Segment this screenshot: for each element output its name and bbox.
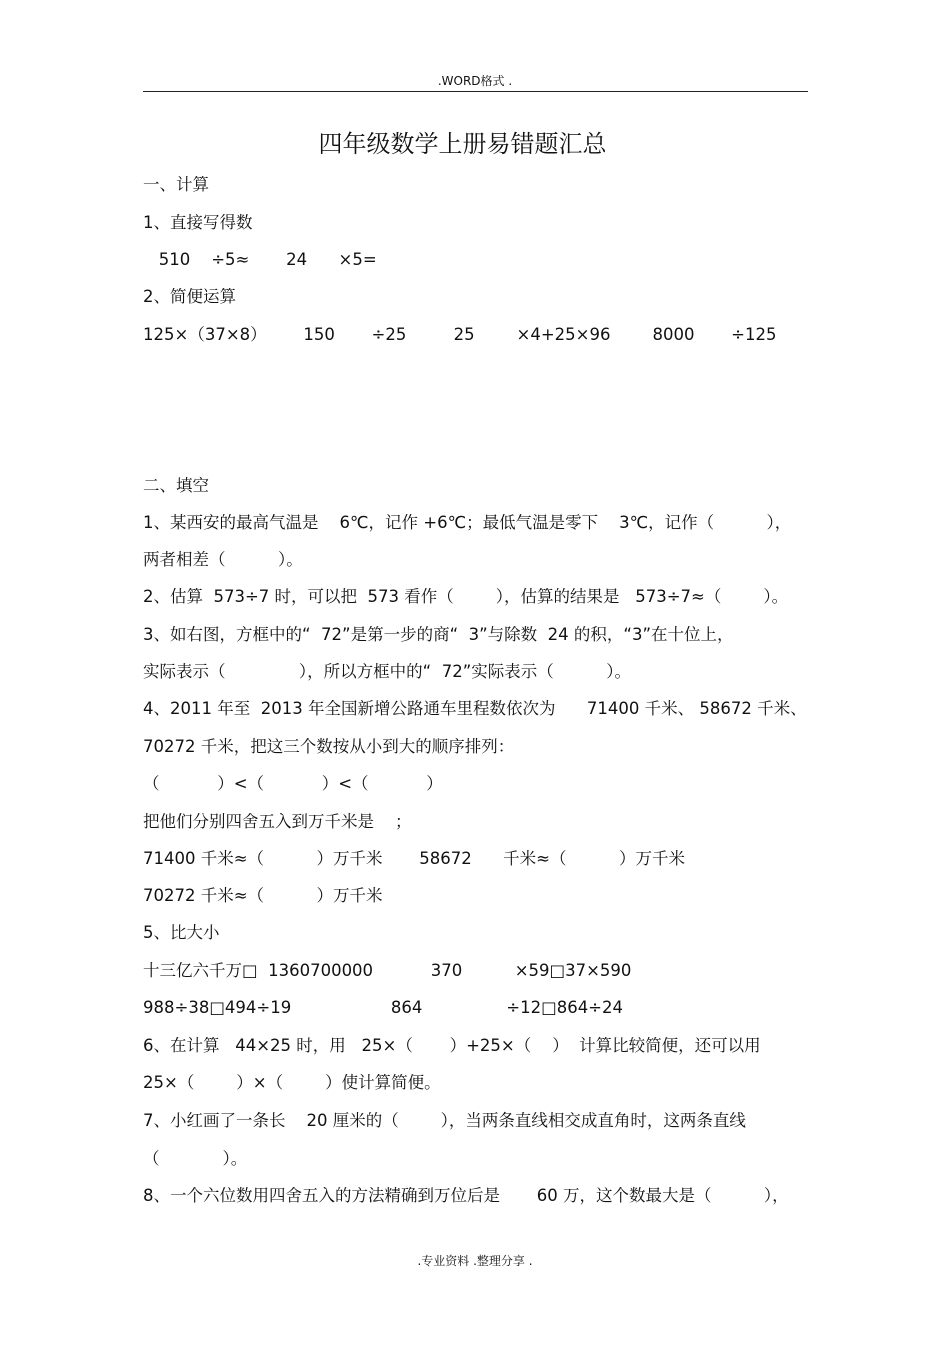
question-line: 把他们分别四舍五入到万千米是 ； bbox=[143, 812, 412, 831]
question-line: 1、直接写得数 bbox=[143, 213, 253, 232]
question-line: 2、简便运算 bbox=[143, 287, 236, 306]
question-line: 7、小红画了一条长 20 厘米的（ ），当两条直线相交成直角时，这两条直线 bbox=[143, 1111, 746, 1130]
question-line: （ ）<（ ）<（ ） bbox=[143, 774, 443, 793]
header-rule bbox=[143, 91, 808, 92]
question-line: 实际表示（ ），所以方框中的“ 72”实际表示（ ）。 bbox=[143, 662, 631, 681]
question-line: 988÷38□494÷19 864 ÷12□864÷24 bbox=[143, 998, 624, 1017]
question-line: 71400 千米≈（ ）万千米 58672 千米≈（ ）万千米 bbox=[143, 849, 685, 868]
question-line: 6、在计算 44×25 时，用 25×（ ）+25×（ ） 计算比较简便，还可以用 bbox=[143, 1036, 761, 1055]
question-line: 十三亿六千万□ 1360700000 370 ×59□37×590 bbox=[143, 961, 632, 980]
question-line: 125×（37×8） 150 ÷25 25 ×4+25×96 8000 ÷125 bbox=[143, 325, 777, 344]
section-heading-fill: 二、填空 bbox=[143, 476, 209, 495]
question-line: 510 ÷5≈ 24 ×5= bbox=[143, 250, 377, 269]
question-line: 70272 千米≈（ ）万千米 bbox=[143, 886, 383, 905]
question-line: 5、比大小 bbox=[143, 923, 220, 942]
question-line: 4、2011 年至 2013 年全国新增公路通车里程数依次为 71400 千米、 58672 千米、 bbox=[143, 699, 807, 718]
section-heading-calc: 一、计算 bbox=[143, 175, 209, 194]
question-line: 2、估算 573÷7 时，可以把 573 看作（ ），估算的结果是 573÷7≈（ ）。 bbox=[143, 587, 789, 606]
question-line: 两者相差（ ）。 bbox=[143, 550, 303, 569]
question-line: （ ）。 bbox=[143, 1149, 248, 1168]
document-title: 四年级数学上册易错题汇总 bbox=[318, 130, 607, 158]
question-line: 8、一个六位数用四舍五入的方法精确到万位后是 60 万，这个数最大是（ ）， bbox=[143, 1186, 789, 1205]
question-line: 3、如右图，方框中的“ 72”是第一步的商“ 3”与除数 24 的积，“3”在十位上， bbox=[143, 625, 734, 644]
page-footer: .专业资料 .整理分享 . bbox=[417, 1254, 533, 1268]
page-header: .WORD格式 . bbox=[437, 74, 513, 88]
question-line: 1、某西安的最高气温是 6℃，记作 +6℃；最低气温是零下 3℃，记作（ ）， bbox=[143, 513, 792, 532]
question-line: 25×（ ）×（ ）使计算简便。 bbox=[143, 1073, 441, 1092]
question-line: 70272 千米，把这三个数按从小到大的顺序排列： bbox=[143, 737, 515, 756]
